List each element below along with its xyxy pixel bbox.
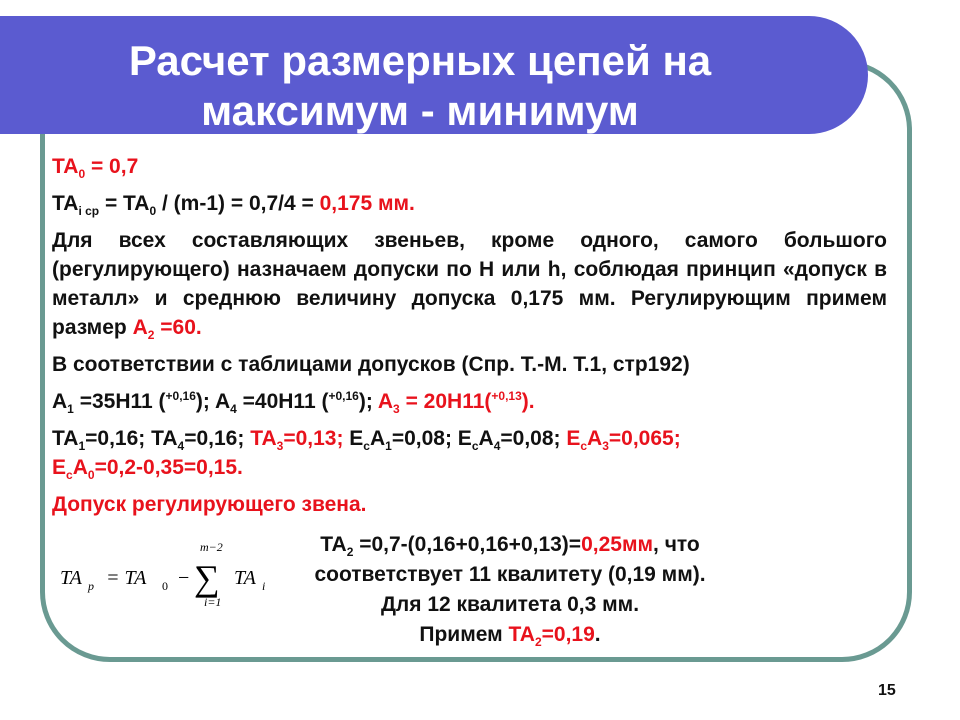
line-dimensions: [52, 387, 887, 416]
page-number: 15: [878, 682, 896, 699]
text: ).: [521, 390, 535, 413]
highlight-ea3: [566, 427, 681, 454]
text: =0,08;: [500, 427, 567, 450]
subscript: i ср: [78, 204, 100, 219]
text: =0,065;: [608, 427, 681, 450]
highlight-accept: [508, 623, 595, 650]
subscript: 1: [78, 439, 86, 454]
subscript: 4: [493, 439, 501, 454]
line-reference: В соответствии с таблицами допусков (Спр. Т.-М. Т.1, стр192): [52, 353, 690, 376]
subscript: 3: [602, 439, 609, 454]
sum-upper-limit: m−2: [200, 540, 223, 554]
paragraph-tolerances: [52, 226, 887, 342]
text: A: [72, 456, 88, 479]
text: );: [358, 390, 378, 413]
text: A: [587, 427, 603, 450]
text: );: [195, 390, 215, 413]
formula-term-subscript: i: [262, 579, 266, 593]
text: TA: [52, 427, 79, 450]
title-underline: [95, 139, 850, 143]
text: =0,08; E: [391, 427, 472, 450]
formula-term: TA: [234, 567, 256, 589]
summation-sign: ∑: [194, 558, 220, 598]
formula-eq-subscript: 0: [162, 579, 168, 593]
subscript: 0: [78, 167, 86, 182]
subscript: c: [471, 439, 479, 454]
text: E: [566, 427, 581, 450]
text: =40H11 (: [236, 390, 329, 413]
text: =35H11 (: [73, 390, 166, 413]
subscript: 4: [230, 402, 237, 417]
subscript: 4: [177, 439, 185, 454]
subscript: 2: [534, 635, 542, 650]
text: A: [478, 427, 494, 450]
text: TA: [52, 192, 79, 215]
text: =0,16; TA: [85, 427, 178, 450]
subscript: 0: [87, 468, 95, 483]
formula-lhs: TA: [60, 567, 82, 589]
text: A: [52, 390, 68, 413]
text: TA: [52, 155, 79, 178]
slide-content: [52, 152, 887, 527]
line-ta0: [52, 152, 887, 181]
text: =0,13;: [283, 427, 344, 450]
text: A: [377, 390, 394, 413]
text: =0,19: [541, 623, 595, 646]
superscript: +0,16: [165, 389, 196, 403]
text: =0,2-0,35=0,15.: [94, 456, 243, 479]
subscript: 3: [393, 402, 400, 417]
text: TA: [250, 427, 277, 450]
slide-title: [0, 36, 840, 136]
superscript: +0,13: [491, 389, 522, 403]
line-quality-12: Для 12 квалитета 0,3 мм.: [380, 593, 640, 616]
subscript: c: [363, 439, 370, 454]
text: = 20H11(: [399, 390, 492, 413]
text: / (m-1) = 0,7/4 =: [156, 192, 320, 215]
subscript: 1: [385, 439, 392, 454]
title-line-1: Расчет размерных цепей на: [128, 37, 712, 84]
text: = 0,7: [85, 155, 139, 178]
text: =0,16;: [184, 427, 251, 450]
highlight-ta3: [250, 427, 344, 454]
line-tolerance-values: [52, 424, 887, 453]
title-line-2: максимум - минимум: [201, 87, 639, 134]
subscript: 3: [276, 439, 284, 454]
highlight-value: 0,25мм: [581, 533, 654, 556]
line-regulating-tolerance: Допуск регулирующего звена.: [52, 493, 367, 516]
text: , что: [653, 533, 700, 556]
text: TA: [320, 533, 347, 556]
title-bar: [0, 16, 868, 134]
subscript: 2: [346, 545, 354, 560]
subscript: c: [580, 439, 588, 454]
text: TA: [508, 623, 535, 646]
line-ta2: [250, 530, 770, 560]
line-quality-11: соответствует 11 квалитету (0,19 мм).: [314, 563, 706, 586]
text: E: [343, 427, 364, 450]
superscript: +0,16: [328, 389, 359, 403]
sum-lower-limit: i=1: [204, 595, 222, 609]
subscript: 2: [147, 328, 155, 343]
text: Примем: [419, 623, 509, 646]
formula-minus: −: [178, 567, 190, 589]
highlight-a3: [377, 389, 535, 417]
line-accept: [250, 620, 770, 650]
highlight-value: 0,175 мм.: [319, 192, 415, 215]
highlight-a2-value: =60.: [154, 316, 202, 339]
text: A: [369, 427, 386, 450]
calculation-block: [250, 530, 770, 650]
formula-eq: = TA: [106, 567, 147, 589]
line-ea0: [52, 453, 887, 482]
line-tai: [52, 189, 887, 218]
highlight-a2: A: [132, 316, 148, 339]
text: E: [52, 456, 67, 479]
subscript: 1: [67, 402, 74, 417]
tolerance-formula: [60, 540, 290, 610]
subscript: 0: [149, 204, 157, 219]
formula-lhs-subscript: p: [88, 579, 94, 593]
text: .: [594, 623, 601, 646]
text: Для всех составляющих звеньев, кроме одного, самого большого (регулирующего) назначаем допуски по H или h, соблюдая принцип «допуск в металл» и среднюю величину допуска 0,175 мм. Регулирующим примем размер: [52, 229, 887, 339]
text: A: [214, 390, 231, 413]
subscript: c: [66, 468, 73, 483]
text: =0,7-(0,16+0,16+0,13)=: [353, 533, 582, 556]
text: = TA: [99, 192, 150, 215]
